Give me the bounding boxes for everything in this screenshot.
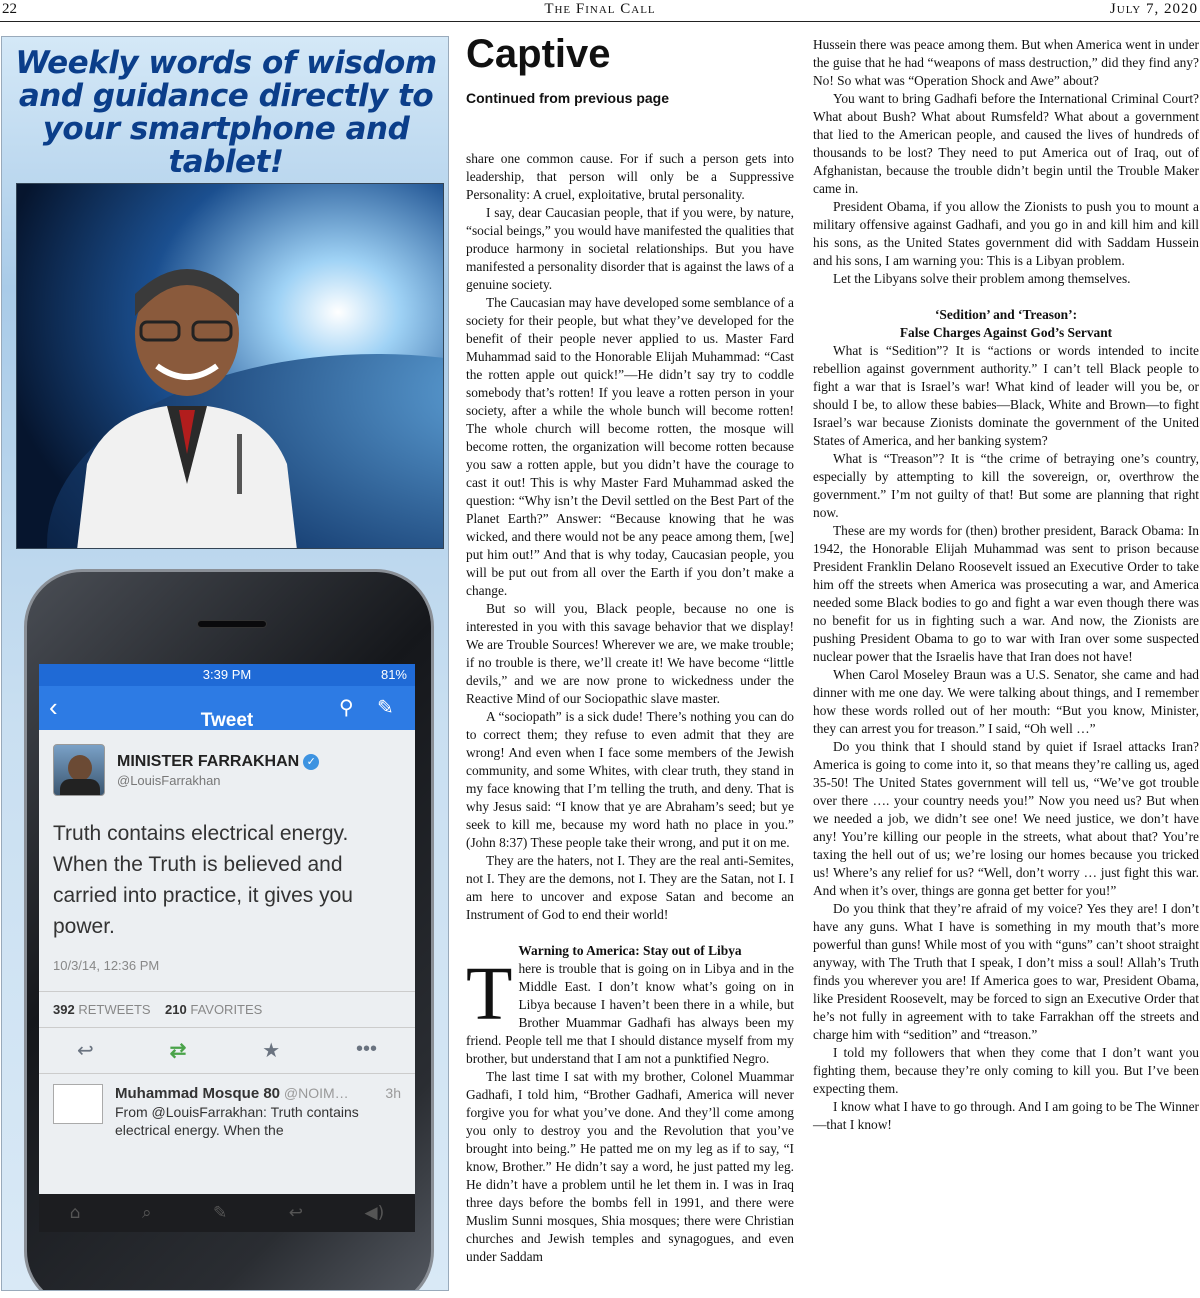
paragraph: These are my words for (then) brother president, Barack Obama: In 1942, the Honorable Elijah Muhammad was sent to prison because President Franklin Delano Roosevelt issued an Executive Order to take him off the streets when America was prosecuting a war, and America needed some Black bodies to go and fight a war even though there was no benefit for us in fighting such a war. And now, the Zionists are pushing President Obama to go to war with Iran over some suspected nuclear power that the Israelis have that Iran does not have!: [813, 523, 1199, 664]
ad-headline: Weekly words of wisdom and guidance directly to your smartphone and tablet!: [15, 45, 437, 180]
paragraph: Let the Libyans solve their problem among themselves.: [833, 271, 1131, 286]
drop-cap: T: [466, 952, 513, 1036]
nav-title: Tweet: [200, 710, 254, 731]
issue-date: July 7, 2020: [1109, 1, 1198, 17]
more-icon: •••: [356, 1038, 378, 1060]
retweet-icon: ⇄: [169, 1040, 187, 1062]
page-header: [0, 0, 1200, 22]
favorite-label: FAVORITES: [190, 1002, 263, 1017]
tweet-text: Truth contains electrical energy. When the Truth is believed and carried into practice, it gives you power.: [53, 822, 353, 938]
page-number: 22: [2, 1, 17, 17]
paragraph: But so will you, Black people, because no one is interested in you with this savage behavior that we display! We are Trouble Sources! Wherever we are, we make trouble; if no trouble is there, we’ll create it! We have become “little devils,” and we are now prone to wickedness under the Reactive Mind of our Sociopathic slave master.: [466, 601, 794, 706]
paragraph: What is “Sedition”? It is “actions or words intended to incite rebellion against government authority.” I can’t tell Black people to fight a war that is Israel’s war! What kind of leader will you be, or should I be, to allow these babies—Black, White and Brown—to fight Israel’s war because Zionists dominate the government of the United States of America, and her banking system?: [813, 343, 1199, 448]
favorite-icon: ★: [262, 1040, 281, 1062]
paragraph: The last time I sat with my brother, Colonel Muammar Gadhafi, I told him, “Brother Gadhafi, America will never forgive you for what you’ve done. And they’ll come among you only to destroy you and the Revolution that you’ve brought into being.” He patted me on my leg as if to say, “I know, Brother.” He didn’t say a word, he just patted my leg. He didn’t have a problem until he let them in. I was in Iraq three days before the bombs fell in 1991, and there were Muslim Sunni mosques, Shia mosques; there were Christian churches and Jewish temples and synagogues, and even under Saddam: [466, 1069, 794, 1264]
section-heading: Warning to America: Stay out of Libya: [518, 943, 742, 958]
paragraph: President Obama, if you allow the Zionists to push you to mount a military offensive against Gadhafi, and you go in and kill him and kill his sons, as the United States government did with Saddam Hussein and his sons, I am warning you: This is a Libyan problem.: [813, 199, 1199, 268]
paragraph: They are the haters, not I. They are the real anti-Semites, not I. They are the demons, not I. They are the Satan, not I. I am here to uncover and expose Satan and become an Instrument of God to end their world!: [466, 853, 794, 922]
author-name: MINISTER FARRAKHAN: [117, 752, 300, 770]
tweet-author: [53, 744, 401, 796]
section-heading: ‘Sedition’ and ‘Treason’:: [934, 307, 1078, 322]
paragraph: share one common cause. For if such a person gets into leadership, that person will only be a Suppressive Personality: A cruel, exploitative, brutal personality.: [466, 151, 794, 202]
smartphone: [24, 569, 434, 1291]
paragraph: Do you think that I should stand by quiet if Israel attacks Iran? America is going to come into it, so that means they’re calling us, aged 35-50! The United States government will tell us, “We’ve got trouble over there …. your country needs you!” Now you need us? But when we needed a job, we didn’t see one! We need justice, we don’t have any! You’re killing our people in the streets, what about that? You’re taxing the hell out of us; we’re losing our homes because you tricked us! Where’s any relief for us? “Well, don’t worry … just fight this war. And when it’s over, things are gonna get better for you!”: [813, 739, 1199, 898]
publication-name: The Final Call: [544, 1, 656, 17]
compose-icon: ✎: [377, 697, 394, 719]
next-time: 3h: [385, 1085, 401, 1101]
paragraph: I say, dear Caucasian people, that if you were, by nature, “social beings,” you would have manifested the qualities that produce harmony in societal relationships. But you have manifested a personality disorder that is against the laws of a genuine society.: [466, 205, 794, 292]
tweet-stats: [53, 992, 401, 1027]
tweet-date: 10/3/14, 12:36 PM: [53, 958, 160, 973]
paragraph: Do you think that they’re afraid of my voice? Yes they are! I don’t have any guns. What I have is something in my mouth that’s more powerful than guns! While most of you with “guns” can’t shoot straight anyway, with The Truth that I speak, I don’t miss a soul! Allah’s Truth finds you wherever you are! If America goes to war, President Obama, like President Roosevelt, may be forced to sign an Executive Order that he’s not fully in agreement with to take Farrakhan off the streets and charge him with “sedition” and “treason.”: [813, 901, 1199, 1042]
paragraph: The Caucasian may have developed some semblance of a society for their people, but what they’ve developed for the benefit of their people never applied to us. Master Fard Muhammad said to the Honorable Elijah Muhammad: “Cast the rotten apple out quick!”—He didn’t say try to coddle somebody that’s rotten! If you leave a rotten person in your society, after a while the whole bunch will become rotten! The whole church will become rotten, the mosque will become rotten, the organization will become rotten because you saw a rotten apple, but you didn’t have the courage to cast it out! This is why Master Fard Muhammad asked the question: “Why isn’t the Devil settled on the Best Part of the Planet Earth?” Answer: “Because knowing that he was wicked, and there would not be any peace among them, [we] put him out!” And that is why today, Caucasian people, you will be put out from all over the Earth if you don’t make a change.: [466, 295, 794, 598]
tweet-navbar: [39, 686, 415, 730]
status-bar: [39, 664, 415, 686]
next-author: Muhammad Mosque 80: [115, 1085, 281, 1102]
search-icon: ⚲: [339, 697, 354, 719]
next-avatar: [53, 1084, 103, 1124]
paragraph: here is trouble that is going on in Libya and in the Middle East. I don’t know what’s going on in Libya because I haven’t been there in a while, but Brother Muammar Gadhafi has always been my friend. People tell me that I should distance myself from my brother, but understand that I am not a punktified Negro.: [466, 961, 794, 1066]
battery-level: 81%: [380, 667, 407, 682]
back-icon: ‹: [49, 692, 58, 722]
author-handle: @LouisFarrakhan: [117, 772, 221, 788]
paragraph: A “sociopath” is a sick dude! There’s nothing you can do to correct them; they refuse to even admit that they are wrong! And even when I face some members of the Jewish community, and some Whites, with clear truth, they stand in my face knowing that I’m telling the truth, and deny. That is why Jesus said: “I know that ye are Abraham’s seed; but ye seek to kill me, because my word hath no place in you.” (John 8:37) These people take their wrong, and put it on me.: [466, 709, 794, 850]
twitter-advertisement: [1, 36, 449, 1291]
phone-screen: [39, 664, 415, 1194]
compose-icon: ✎: [213, 1203, 228, 1223]
next-handle: @NOIM…: [283, 1085, 349, 1101]
continued-note: Continued from previous page: [466, 90, 670, 106]
ad-banner: [16, 183, 444, 549]
paragraph: You want to bring Gadhafi before the International Criminal Court? What about Bush? What about Rumsfeld? What about a government that lied to the American people, and caused the lives of hundreds of thousands to be lost? They need to put America out of Iraq, out of Afghanistan, because the trouble didn’t begin until the Trouble Maker came in.: [813, 91, 1199, 196]
paragraph: I know what I have to go through. And I am going to be The Winner—that I know!: [813, 1099, 1199, 1132]
article-column-2: [466, 150, 794, 1266]
paragraph: When Carol Moseley Braun was a U.S. Senator, she came and had dinner with me one day. We were talking about things, and I remember how these words rolled out of her mouth: “But you know, Minister, they can arrest you for treason.” I said, “Oh well …”: [813, 667, 1199, 736]
reply-icon: ↩: [288, 1203, 304, 1223]
earth-space-background: [17, 184, 444, 549]
avatar: [53, 744, 105, 796]
article-column-3: [813, 36, 1199, 1134]
sound-icon: ◀): [364, 1203, 385, 1223]
earpiece: [197, 620, 267, 628]
status-time: 3:39 PM: [202, 667, 252, 682]
paragraph: What is “Treason”? It is “the crime of betraying one’s country, especially by attempting to kill the sovereign, or, overthrow the government.” I’m not guilty of that! But some are planning that right now.: [813, 451, 1199, 520]
tweet-actions: [39, 1027, 415, 1074]
favorite-count: 210: [165, 1002, 187, 1017]
retweet-label: RETWEETS: [78, 1002, 151, 1017]
article-title: Captive: [466, 32, 611, 76]
phone-bottom-bar: [39, 1194, 415, 1232]
section-heading: False Charges Against God’s Servant: [899, 325, 1113, 340]
reply-icon: ↩: [76, 1040, 94, 1062]
paragraph: Hussein there was peace among them. But when America went in under the guise that he had “weapons of mass destruction,” did they find any? No! So what was “Operation Shock and Awe” about?: [813, 37, 1199, 88]
next-tweet: [53, 1074, 401, 1139]
paragraph: I told my followers that when they come that I don’t want you fighting them, because they’re only coming to kill you. But I’ve been expecting them.: [813, 1045, 1199, 1096]
home-icon: ⌂: [69, 1203, 81, 1223]
retweet-count: 392: [53, 1002, 75, 1017]
tweet-card: [39, 730, 415, 1139]
search-icon: ⌕: [142, 1203, 152, 1223]
next-text: From @LouisFarrakhan: Truth contains electrical energy. When the: [115, 1104, 359, 1138]
verified-icon: ✓: [303, 754, 319, 770]
